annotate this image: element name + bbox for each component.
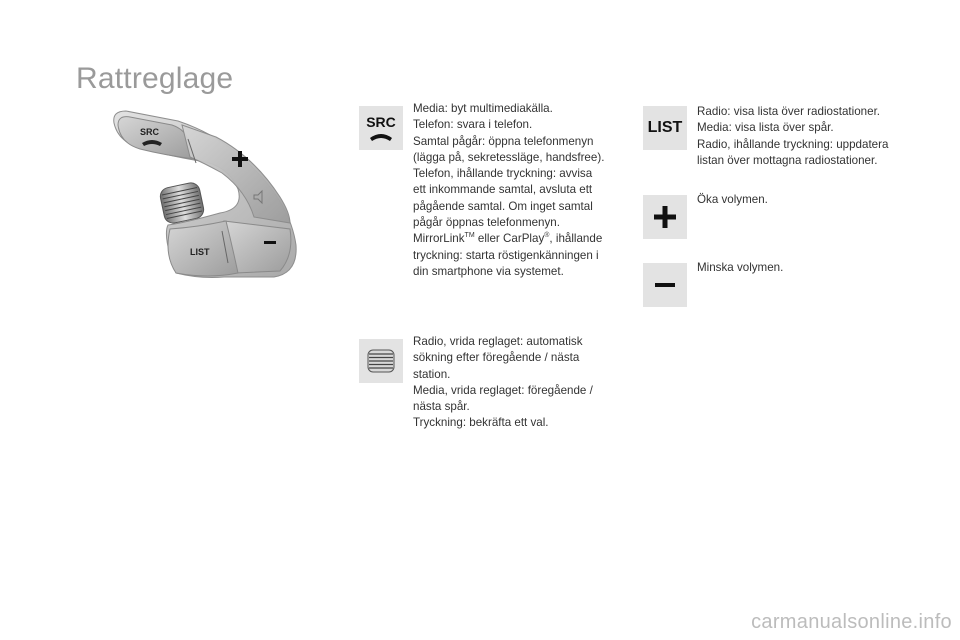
carplay-text: eller CarPlay	[474, 232, 545, 246]
plus-description	[697, 192, 768, 208]
watermark: carmanualsonline.info	[751, 611, 952, 633]
mirror-tail-text: , ihållande	[549, 232, 603, 246]
text-line: Media: visa lista över spår.	[697, 121, 834, 135]
text-line: Radio, ihållande tryckning: uppdatera	[697, 137, 889, 151]
src-icon-label: SRC	[366, 114, 396, 130]
trademark-mark: TM	[464, 232, 475, 240]
plus-icon	[643, 195, 687, 239]
text-line: Telefon, ihållande tryckning: avvisa	[413, 167, 593, 181]
list-description	[697, 104, 888, 169]
list-icon-label: LIST	[647, 119, 683, 136]
text-line: Radio: visa lista över radiostationer.	[697, 105, 881, 118]
text-line-mirrorlink	[413, 231, 604, 247]
text-line: Media, vrida reglaget: föregående /	[413, 383, 593, 397]
steering-control-diagram	[104, 105, 304, 285]
list-icon	[643, 106, 687, 150]
diagram-thumbwheel	[159, 181, 206, 225]
text-line: Media: byt multimediakälla.	[413, 102, 553, 115]
diagram-list-label: LIST	[190, 247, 210, 257]
text-line: (lägga på, sekretessläge, handsfree).	[413, 150, 605, 164]
text-line: din smartphone via systemet.	[413, 264, 564, 278]
text-line: ett inkommande samtal, avsluta ett	[413, 183, 593, 197]
text-line: pågående samtal. Om inget samtal	[413, 199, 593, 213]
text-line: Samtal pågår: öppna telefonmenyn	[413, 134, 594, 148]
text-line: Öka volymen.	[697, 193, 768, 206]
mirrorlink-text: MirrorLink	[413, 232, 465, 246]
registered-mark: ®	[544, 232, 550, 240]
text-line: pågår öppnas telefonmenyn.	[413, 216, 560, 230]
text-line: nästa spår.	[413, 400, 470, 414]
text-line: Tryckning: bekräfta ett val.	[413, 416, 549, 430]
minus-icon	[643, 263, 687, 307]
text-line: tryckning: starta röstigenkänningen i	[413, 248, 599, 262]
text-line: Minska volymen.	[697, 261, 784, 274]
minus-description	[697, 260, 783, 276]
src-phone-icon	[359, 106, 403, 150]
text-line: station.	[413, 367, 451, 381]
thumbwheel-icon	[359, 339, 403, 383]
text-line: Telefon: svara i telefon.	[413, 118, 533, 132]
src-description	[413, 101, 604, 280]
wheel-description	[413, 334, 593, 432]
text-line: sökning efter föregående / nästa	[413, 351, 580, 365]
text-line: listan över mottagna radiostationer.	[697, 153, 878, 167]
diagram-src-label: SRC	[140, 127, 160, 137]
page-title: Rattreglage	[76, 62, 234, 95]
text-line: Radio, vrida reglaget: automatisk	[413, 335, 583, 348]
